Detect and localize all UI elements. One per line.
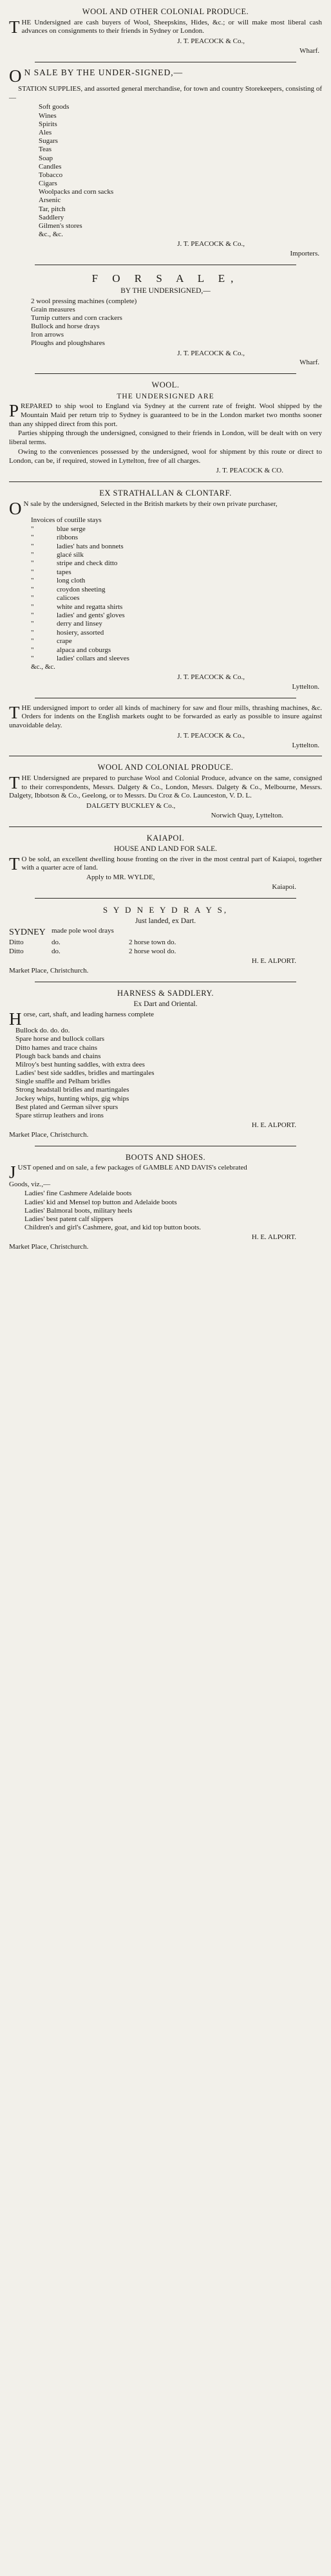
list-item [31,611,322,620]
item-label: long cloth [57,577,86,585]
list-item: Strong headstall bridles and martingales [15,1086,129,1094]
ad-dalgety-wool-produce [9,760,322,824]
ad-place: Wharf. [299,46,319,55]
ad-title: BOOTS AND SHOES. [125,1152,206,1162]
list-item [31,577,322,585]
item-label: hosiery, assorted [57,628,104,637]
list-item: Woolpacks and corn sacks [39,188,114,196]
list-item: Children's and girl's Cashmere, goat, and kid top button boots. [24,1224,202,1232]
ditto-mark: " [31,620,34,628]
ad-signature: H. E. ALPORT. [251,957,296,966]
invoice-label: Invoices of coutille stays [31,516,102,525]
ad-paragraph: Owing to the conveniences possessed by the undersigned, wool for shipment by this route or direct to London, can be, if required, stowed in Lyttelton, free of all charges. [9,447,322,465]
goods-list [9,1190,322,1232]
drop-cap: O [9,66,23,86]
ad-apply: Apply to MR. WYLDE, [86,873,155,882]
list-item: Candles [39,162,62,171]
table-cell: Ditto [9,947,24,955]
drop-cap: T [9,17,20,37]
ad-signature: H. E. ALPORT. [251,1233,296,1242]
newspaper-column [0,0,331,1256]
ad-title: S Y D N E Y D R A Y S, [102,904,229,915]
ad-signature: J. T. PEACOCK & Co., [177,240,245,248]
item-label: ladies' collars and sleeves [57,654,129,662]
drop-cap: J [9,1162,16,1182]
ad-heading: F O R S A L E, [91,272,240,285]
drop-cap: P [9,401,19,421]
ditto-mark: " [31,534,34,542]
ad-body: THE Undersigned are prepared to purchase Wool and Colonial Produce, advance on the same, consigned to their correspondents, Messrs. Dalgety & Co., London, Messrs. Dalgety & Co., Melbourne, Messrs. Dalgety, Ibbotson & Co., Geelong, or to Messrs. Du Croz & Co. Launceston, V. D. L. [9,772,322,800]
ad-title: KAIAPOI. [146,833,185,843]
ad-signature: J. T. PEACOCK & Co., [177,673,245,682]
list-item [31,551,322,559]
list-item: Spare stirrup leathers and irons [15,1112,104,1120]
ad-place: Norwich Quay, Lyttelton. [211,811,283,819]
divider [9,826,322,827]
ditto-mark: " [31,577,34,585]
ad-place: Market Place, Christchurch. [9,967,89,975]
ditto-mark: " [31,542,34,550]
list-item [31,620,322,628]
table-cell: made pole wool drays [52,927,114,935]
item-label: calicoes [57,594,80,602]
ditto-mark: " [31,628,34,637]
goods-list [9,297,322,348]
ad-place: Market Place, Christchurch. [9,1130,89,1139]
list-item: Spare horse and bullock collars [15,1035,105,1043]
list-item: Bullock and horse drays [31,322,100,331]
ad-ex-strathallan-clontarf [9,485,322,695]
list-item: Sugars [39,137,58,145]
list-item: Ladies' Balmoral boots, military heels [24,1206,133,1215]
divider [35,373,296,374]
item-label: ladies' hats and bonnets [57,542,124,550]
list-item: Tobacco [39,171,63,179]
ad-title: EX STRATHALLAN & CLONTARF. [99,489,232,498]
table-cell: do. [52,938,61,946]
list-item [31,586,322,594]
divider [9,481,322,482]
list-item: Milroy's best hunting saddles, with extra dees [15,1060,145,1069]
list-item: Saddlery [39,213,64,221]
list-item [31,637,322,646]
list-item: Plough back bands and chains [15,1052,101,1060]
list-item [31,568,322,577]
table-row [9,938,322,947]
ad-signature: DALGETY BUCKLEY & Co., [86,802,176,810]
list-item: Gilmen's stores [39,222,82,230]
list-item: Spirits [39,120,57,128]
ad-etc: &c., &c. [31,663,55,671]
ad-boots-shoes [9,1150,322,1256]
ad-subtitle: HOUSE AND LAND FOR SALE. [113,845,218,854]
ad-title: HARNESS & SADDLERY. [117,988,214,998]
goods-label: Goods, viz.,— [9,1180,51,1188]
item-label: derry and linsey [57,620,102,628]
ditto-mark: " [31,646,34,654]
item-label: alpaca and coburgs [57,646,111,654]
table-cell: 2 horse town do. [129,938,176,946]
item-label: crape [57,637,72,646]
ad-place: Importers. [290,250,319,258]
item-label: ribbons [57,534,78,542]
ditto-mark: " [31,602,34,611]
list-item [31,629,322,637]
list-item [31,543,322,551]
ad-subtitle: THE UNDERSIGNED ARE [117,392,214,400]
item-label: glacé silk [57,551,84,559]
ditto-mark: " [31,525,34,533]
table-row [9,947,322,957]
ad-place: Kaiapoi. [272,882,296,891]
table-row [9,927,322,938]
ad-wool-shipping [9,377,322,480]
list-item: Ladies' best patent calf slippers [24,1215,113,1223]
list-item: Ploughs and ploughshares [31,339,105,348]
ad-place: Wharf. [299,359,319,367]
ditto-mark: " [31,568,34,576]
ad-intro: Horse, cart, shaft, and leading harness complete [9,1009,155,1029]
item-label: tapes [57,568,71,576]
list-item [31,594,322,602]
ditto-mark: " [31,585,34,593]
ditto-mark: " [31,654,34,662]
ditto-mark: " [31,611,34,619]
ad-sydney-drays [9,902,322,980]
list-item: Soap [39,154,53,162]
list-item [31,646,322,655]
list-item: Wines [39,111,57,120]
ad-signature: J. T. PEACOCK & Co., [177,731,245,740]
ad-harness-saddlery [9,985,322,1144]
item-label: stripe and check ditto [57,559,118,568]
table-cell: Ditto [9,938,24,946]
table-cell: do. [52,947,61,955]
ad-heading: O N SALE BY THE UNDER-SIGNED,— [9,66,184,86]
table-cell [129,927,225,938]
ad-for-sale-machinery [9,268,322,371]
ditto-mark: " [31,637,34,646]
list-item: Ales [39,128,52,136]
ad-kaiapoi-house-land [9,830,322,896]
list-item: Bullock do. do. do. [15,1027,70,1035]
list-item: Ladies' fine Cashmere Adelaide boots [24,1190,132,1198]
table-cell: 2 horse wool do. [129,947,176,955]
drop-cap: T [9,854,20,873]
ditto-mark: " [31,551,34,559]
ad-subtitle: Just landed, ex Dart. [135,917,196,925]
list-item [31,559,322,568]
list-item: Ladies' best side saddles, bridles and martingales [15,1069,155,1078]
list-item [31,603,322,611]
ad-subtitle: Ex Dart and Oriental. [133,1000,198,1009]
divider [35,898,296,899]
ad-signature: H. E. ALPORT. [251,1121,296,1130]
list-item: Teas [39,145,52,154]
ad-subheading: BY THE UNDERSIGNED,— [120,287,211,295]
list-item: Best plated and German silver spurs [15,1103,118,1111]
list-item: 2 wool pressing machines (complete) [31,297,137,305]
ad-body: T O be sold, an excellent dwelling house fronting on the river in the most central part of Kaiapoi, together with a quarter acre of land. [9,854,322,873]
ditto-mark: " [31,594,34,602]
list-item: Tar, pitch [39,205,66,213]
ad-signature: J. T. PEACOCK & CO. [216,467,283,475]
goods-list [9,103,322,239]
ad-body: THE undersigned import to order all kinds of machinery for saw and flour mills, thrashing machines, &c. Orders for indents on the English markets ought to be forwarded as early as possible to insure against unavoidable delay. [9,702,322,730]
item-label: ladies' and gents' gloves [57,611,125,619]
ad-on-sale-station-supplies [9,66,322,263]
table-cell: SYDNEY [9,928,46,938]
ad-wool-colonial-produce [9,4,322,60]
list-item: Jockey whips, hunting whips, gig whips [15,1094,129,1103]
ad-place: Market Place, Christchurch. [9,1243,89,1251]
invoice-list [9,525,322,664]
list-item: Single snaffle and Pelham bridles [15,1078,111,1086]
goods-list [9,1027,322,1120]
list-item: Cigars [39,180,57,188]
item-label: blue serge [57,525,86,533]
ad-signature: J. T. PEACOCK & Co., [177,349,245,357]
ad-title: WOOL. [151,380,180,390]
list-item: Ditto hames and trace chains [15,1043,98,1052]
list-item: &c., &c. [39,230,63,239]
list-item [31,655,322,663]
list-item: Turnip cutters and corn crackers [31,313,122,322]
ad-signature: J. T. PEACOCK & Co., [177,37,245,46]
drop-cap: H [9,1009,22,1029]
list-item: Ladies' kid and Mensel top button and Adelaide boots [24,1198,177,1206]
list-item: Arsenic [39,196,61,205]
drop-cap: O [9,498,22,518]
ad-place: Lyttelton. [292,741,319,749]
ad-place: Lyttelton. [292,682,319,691]
list-item: Grain measures [31,305,75,313]
item-label: croydon sheeting [57,585,106,593]
ad-body: THE Undersigned are cash buyers of Wool, Sheepskins, Hides, &c.; or will make most liberal cash advances on consignments to their friends in Sydney or London. [9,17,322,37]
drop-cap: T [9,772,20,792]
ad-title: WOOL AND OTHER COLONIAL PRODUCE. [82,7,249,16]
ad-paragraph: PREPARED to ship wool to England via Sydney at the current rate of freight. Wool shipped by the Mountain Maid per return trip to Sydney is guaranteed to be in the London market two months sooner than any shipped direct from this port. [9,401,322,428]
ad-machinery-import [9,702,322,754]
list-item: Iron arrows [31,331,64,339]
list-item [31,534,322,542]
ad-title: WOOL AND COLONIAL PRODUCE. [97,763,234,772]
list-item [31,525,322,534]
ditto-mark: " [31,559,34,568]
item-label: white and regatta shirts [57,602,123,611]
list-item: Soft goods [39,103,70,111]
drays-table [9,927,322,956]
ad-subheading: STATION SUPPLIES, and assorted general merchandise, for town and country Storekeepers, consisting of— [9,84,322,102]
ad-intro: JUST opened and on sale, a few packages of GAMBLE AND DAVIS's celebrated [9,1162,247,1182]
ad-intro: O N sale by the undersigned, Selected in the British markets by their own private purchaser, [9,498,278,518]
drop-cap: T [9,702,20,722]
ad-paragraph: Parties shipping through the undersigned, consigned to their friends in London, will be dealt with on very liberal terms. [9,429,322,447]
